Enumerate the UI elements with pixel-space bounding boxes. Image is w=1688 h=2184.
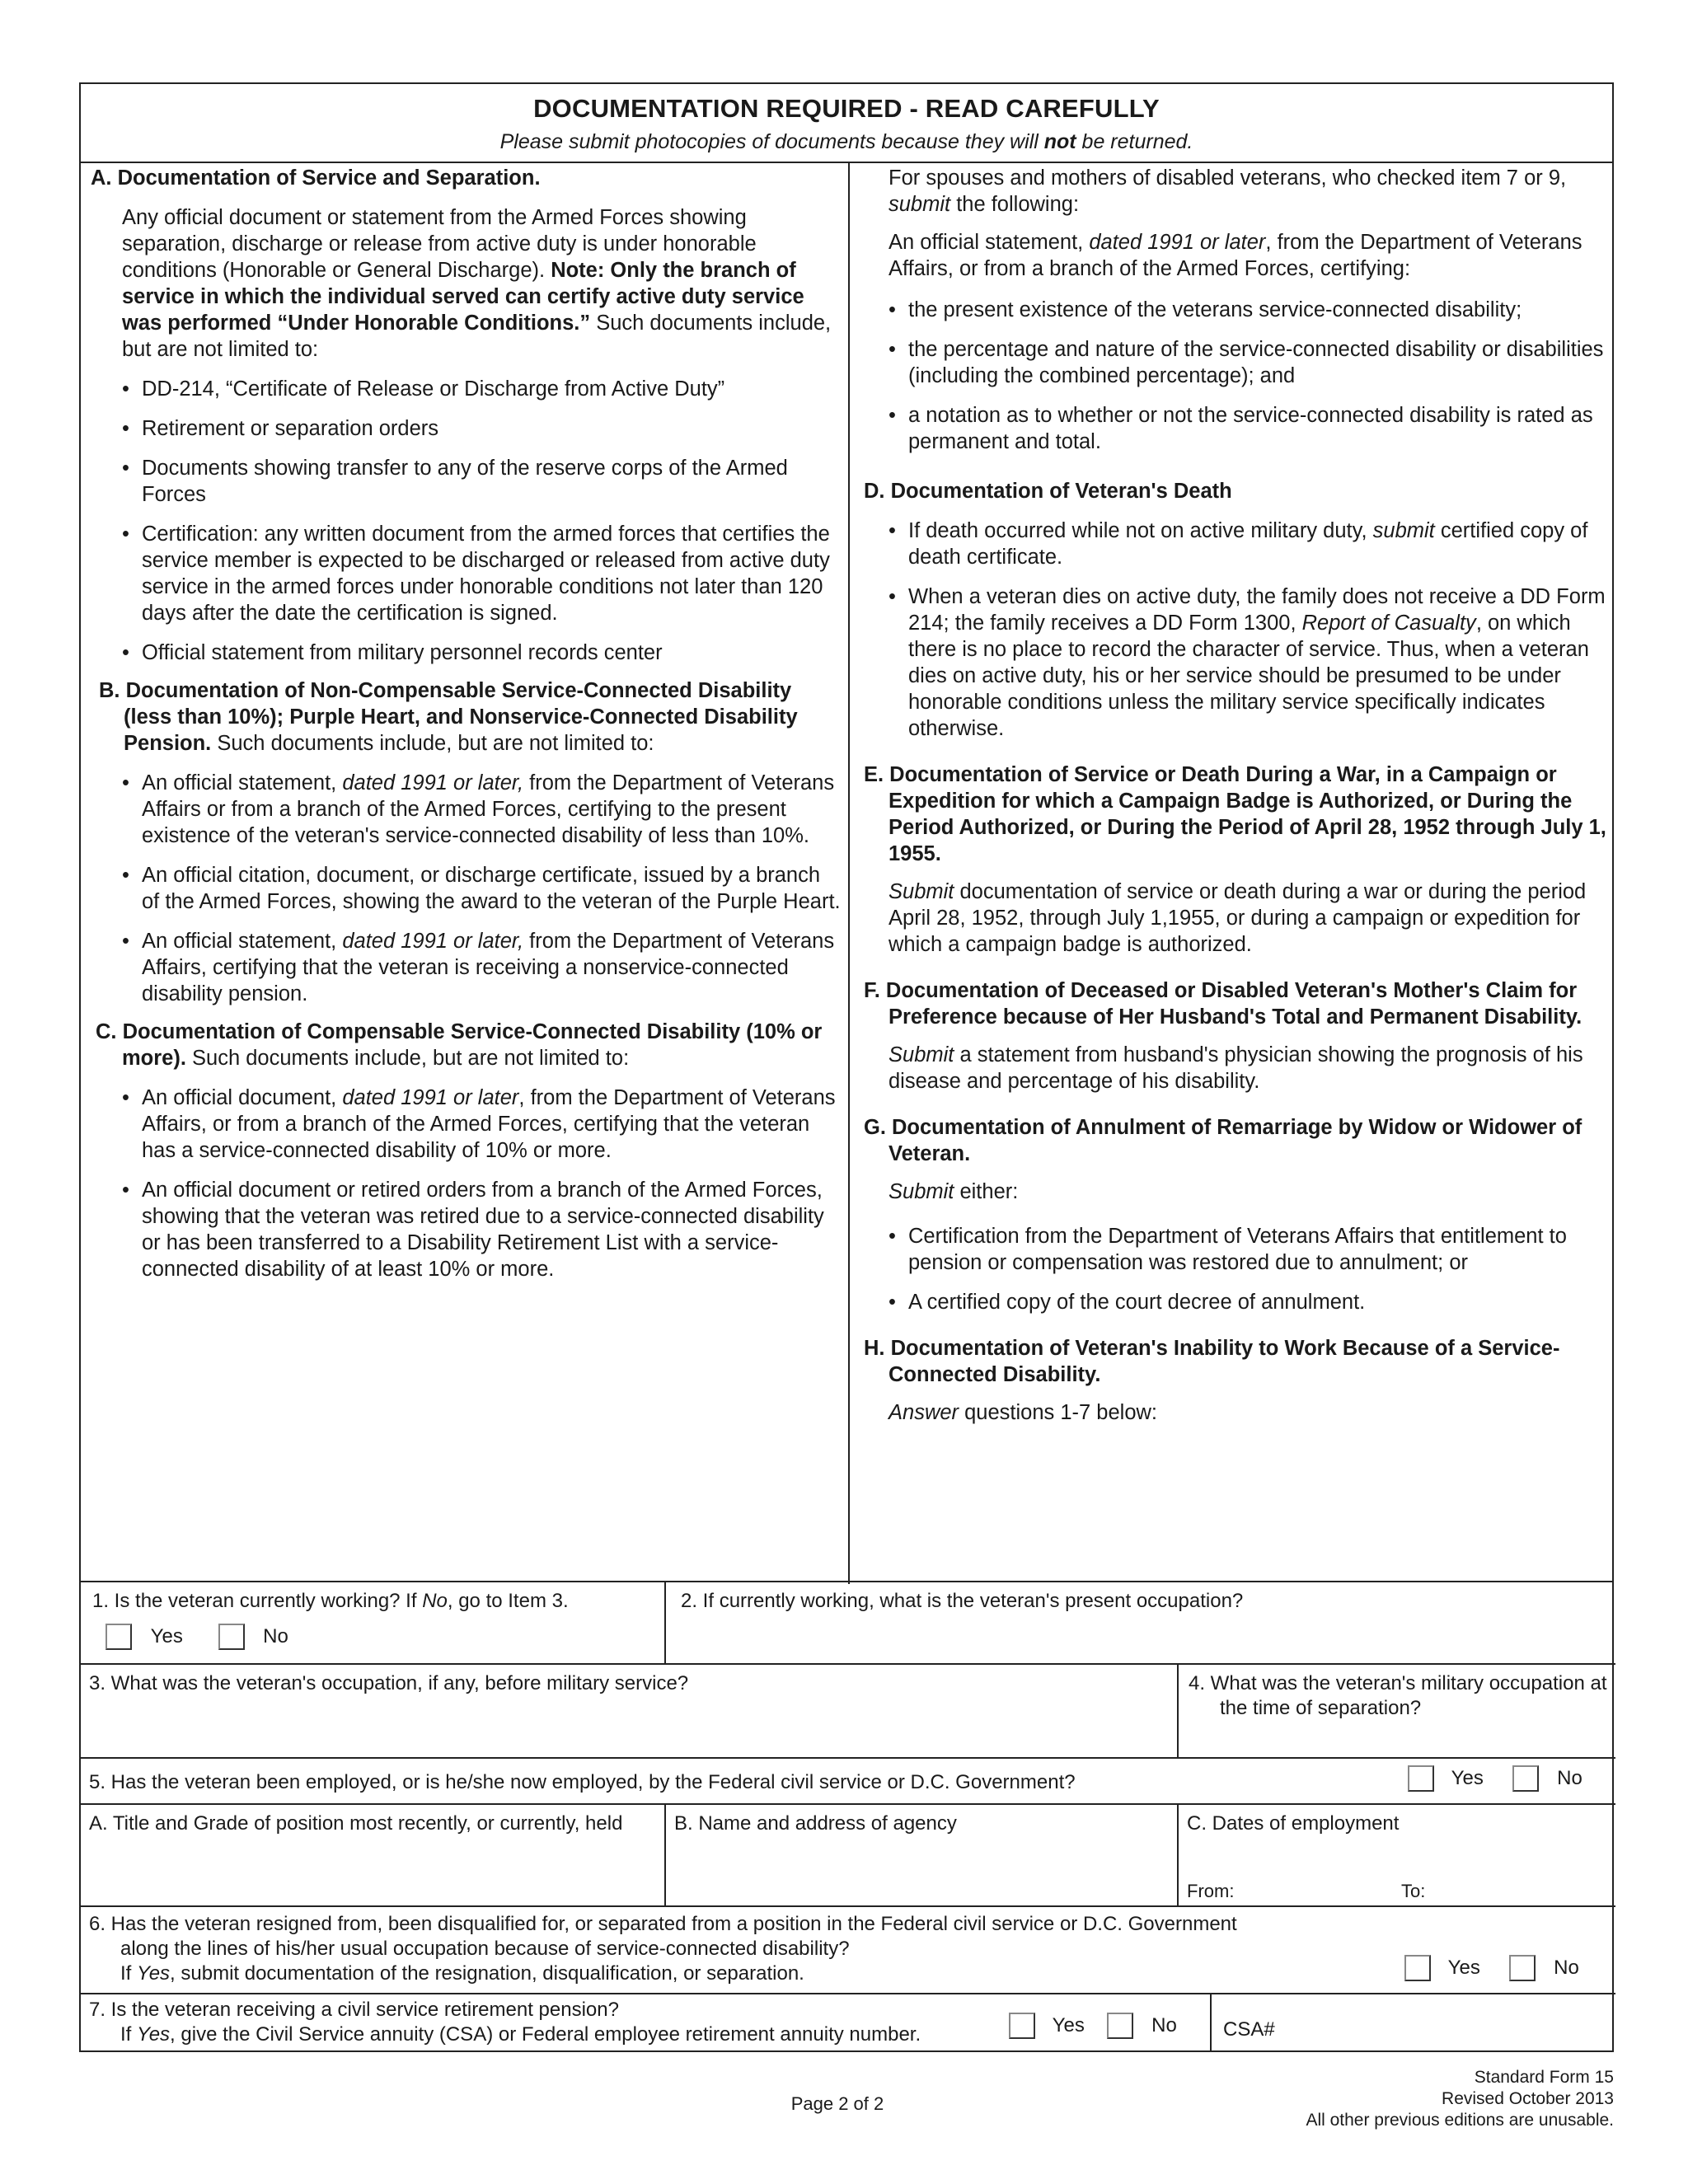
question-5a[interactable] bbox=[81, 1805, 664, 1905]
bullet-text: Certification: any written document from the armed forces that certifies the service member is expected to be discharged or released from active duty service in the armed forces under honorable conditions not later than 120 days after the date the certification is signed. bbox=[142, 523, 830, 625]
bullet-text: An official statement, bbox=[142, 930, 343, 953]
csa-number-field[interactable] bbox=[1212, 1994, 1615, 2052]
question-3[interactable] bbox=[81, 1665, 1177, 1757]
question-1-options bbox=[89, 1624, 656, 1650]
section-h-body bbox=[857, 1399, 1609, 1426]
bullet-text: Retirement or separation orders bbox=[142, 417, 439, 440]
section-h-text: questions 1-7 below: bbox=[959, 1401, 1158, 1424]
question-7 bbox=[81, 1994, 987, 2052]
form-edition-note: All other previous editions are unusable. bbox=[1306, 2111, 1614, 2130]
bullet-text: An official citation, document, or discharge certificate, issued by a branch of the Armed Forces, showing the award to the veteran of the Purple Heart. bbox=[142, 864, 841, 913]
question-5b-label: B. Name and address of agency bbox=[674, 1812, 957, 1835]
left-column bbox=[91, 163, 842, 1282]
q1-italic: No bbox=[422, 1590, 448, 1612]
q6-text-end: , submit documentation of the resignation, disqualification, or separation. bbox=[170, 1962, 804, 1985]
csa-label: CSA# bbox=[1223, 2018, 1275, 2041]
bullet-italic: dated 1991 or later bbox=[342, 1086, 519, 1109]
section-a-bullet: • Certification: any written document from the armed forces that certifies the service member is expected to be discharged or released from active duty service in the armed forces under honorable conditions not later than 120 days after the date the certification is signed. bbox=[122, 523, 830, 625]
section-c-bullet: • An official document, dated 1991 or later, from the Department of Veterans Affairs, or from a branch of the Armed Forces, certifying that the veteran has a service-connected disability of 10% or more. bbox=[122, 1086, 836, 1162]
section-f-body bbox=[857, 1042, 1609, 1094]
from-label[interactable]: From: bbox=[1187, 1881, 1235, 1901]
bullet-italic: submit bbox=[1372, 519, 1435, 542]
bullet-text: Documents showing transfer to any of the reserve corps of the Armed Forces bbox=[142, 457, 788, 506]
section-e-heading: E. Documentation of Service or Death During a War, in a Campaign or Expedition for which a Campaign Badge is Authorized, or During the Period Authorized, or During the Period of April 28, 1952 through July 1, 1955. bbox=[864, 763, 1606, 865]
q5-yes-checkbox[interactable] bbox=[1408, 1765, 1434, 1792]
page-subtitle bbox=[81, 129, 1612, 155]
page-number: Page 2 of 2 bbox=[790, 2093, 884, 2114]
section-c-heading bbox=[91, 1019, 842, 1071]
question-5b[interactable] bbox=[666, 1805, 1177, 1905]
section-e-body bbox=[857, 879, 1609, 958]
question-7-line-2 bbox=[89, 2022, 979, 2047]
section-g-heading: G. Documentation of Annulment of Remarriage by Widow or Widower of Veteran. bbox=[864, 1116, 1582, 1165]
section-e-text: documentation of service or death during a war or during the period April 28, 1952, through July 1,1955, or during a campaign or expedition for which a campaign badge is authorized. bbox=[889, 880, 1587, 956]
intro-text: For spouses and mothers of disabled veterans, who checked item 7 or 9, bbox=[889, 166, 1567, 190]
q5-no-checkbox[interactable] bbox=[1512, 1765, 1539, 1792]
intro-italic: submit bbox=[889, 193, 951, 216]
question-1-label bbox=[89, 1589, 656, 1614]
spouse-bullet: • the present existence of the veterans service-connected disability; bbox=[889, 298, 1522, 321]
bullet-text: Certification from the Department of Veterans Affairs that entitlement to pension or compensation was restored due to annulment; or bbox=[908, 1225, 1567, 1274]
q1-text: 1. Is the veteran currently working? If bbox=[92, 1590, 423, 1612]
bullet-text: from the Department of Veterans Affairs or from a branch of the Armed Forces, certifying to the present existence of the veteran's service-connected disability of less than 10%. bbox=[142, 771, 835, 847]
question-5 bbox=[81, 1759, 1317, 1803]
bullet-text: If death occurred while not on active military duty, bbox=[908, 519, 1373, 542]
q7-text-end: , give the Civil Service annuity (CSA) or Federal employee retirement annuity number. bbox=[170, 2023, 921, 2046]
bullet-text: Official statement from military personnel records center bbox=[142, 641, 663, 664]
question-5c bbox=[1179, 1805, 1615, 1905]
bullet-text: DD-214, “Certificate of Release or Discharge from Active Duty” bbox=[142, 377, 725, 401]
q7-yes-label: Yes bbox=[1052, 2014, 1085, 2036]
section-b-title: B. Documentation of Non-Compensable Service-Connected Disability (less than 10%); Purple Heart, and Nonservice-Connected Disability Pension. bbox=[99, 679, 798, 755]
bullet-text: An official document or retired orders from a branch of the Armed Forces, showing that the veteran was retired due to a service-connected disability or has been transferred to a Disability Retirement List with a service-connected disability of at least 10% or more. bbox=[142, 1179, 824, 1281]
q1-yes-label: Yes bbox=[150, 1625, 183, 1647]
column-divider bbox=[848, 163, 850, 1584]
title-box bbox=[81, 84, 1612, 163]
bullet-italic: dated 1991 or later, bbox=[342, 771, 524, 794]
question-4[interactable] bbox=[1179, 1665, 1615, 1757]
intro-text-end: the following: bbox=[950, 193, 1080, 216]
q6-italic: Yes bbox=[137, 1962, 171, 1985]
q6-no-label: No bbox=[1554, 1957, 1579, 1979]
q1-no-label: No bbox=[263, 1625, 288, 1647]
question-4-label: 4. What was the veteran's military occupation at the time of separation? bbox=[1189, 1672, 1607, 1719]
section-g-italic: Submit bbox=[889, 1180, 954, 1203]
section-c-title: C. Documentation of Compensable Service-Connected Disability (10% or more). bbox=[96, 1020, 823, 1070]
section-e-italic: Submit bbox=[889, 880, 954, 903]
section-f-text: a statement from husband's physician showing the prognosis of his disease and percentage of his disability. bbox=[889, 1043, 1583, 1093]
section-f-italic: Submit bbox=[889, 1043, 954, 1066]
bullet-text: A certified copy of the court decree of annulment. bbox=[908, 1291, 1366, 1314]
bullet-text: from the Department of Veterans Affairs, certifying that the veteran is receiving a nonservice-connected disability pension. bbox=[142, 930, 835, 1005]
question-6-line-3 bbox=[89, 1961, 1408, 1986]
question-row-1 bbox=[81, 1582, 1615, 1665]
section-b-bullet: • An official statement, dated 1991 or later, from the Department of Veterans Affairs, certifying that the veteran is receiving a nonservice-connected disability pension. bbox=[122, 930, 835, 1005]
section-f-heading: F. Documentation of Deceased or Disabled Veteran's Mother's Claim for Preference because of Her Husband's Total and Permanent Disability. bbox=[864, 979, 1582, 1029]
question-row-5-details bbox=[81, 1805, 1615, 1907]
form-name: Standard Form 15 bbox=[1474, 2068, 1614, 2087]
section-b-bullet: • An official citation, document, or discharge certificate, issued by a branch of the Armed Forces, showing the award to the veteran of the Purple Heart. bbox=[122, 864, 841, 913]
q7-italic: Yes bbox=[137, 2023, 171, 2046]
q1-no-checkbox[interactable] bbox=[218, 1624, 245, 1650]
bullet-text: , from the Department of Veterans Affairs, or from a branch of the Armed Forces, certifying that the veteran has a service-connected disability of 10% or more. bbox=[142, 1086, 836, 1162]
questions-grid bbox=[79, 1582, 1614, 2052]
question-6-line-1: 6. Has the veteran resigned from, been disqualified for, or separated from a position in the Federal civil service or D.C. Government bbox=[89, 1913, 1237, 1935]
question-6 bbox=[81, 1907, 1416, 1993]
section-a-bullet: • Retirement or separation orders bbox=[122, 417, 439, 440]
q5-yes-label: Yes bbox=[1451, 1767, 1484, 1789]
form-info bbox=[1236, 2067, 1614, 2131]
section-c-bullet: • An official document or retired orders from a branch of the Armed Forces, showing that the veteran was retired due to a service-connected disability or has been transferred to a Disability Retirement List with a service-connected disability of at least 10% or more. bbox=[122, 1179, 824, 1281]
question-5a-label: A. Title and Grade of position most recently, or currently, held bbox=[89, 1812, 623, 1835]
section-b-bullet: • An official statement, dated 1991 or later, from the Department of Veterans Affairs or from a branch of the Armed Forces, certifying to the present existence of the veteran's service-connected disability of less than 10%. bbox=[122, 771, 835, 847]
question-row-5 bbox=[81, 1759, 1615, 1805]
bullet-text: When a veteran dies on active duty, the family does not receive a DD Form 214; the family receives a DD Form 1300, bbox=[908, 585, 1606, 635]
spouse-statement bbox=[857, 229, 1609, 282]
bullet-italic: Report of Casualty bbox=[1301, 612, 1476, 635]
question-1 bbox=[81, 1582, 664, 1663]
section-d-bullet: • When a veteran dies on active duty, the family does not receive a DD Form 214; the family receives a DD Form 1300, Report of Casualty, on which there is no place to record the character of service. Thus, when a veteran dies on active duty, his or her service should be presumed to be under honorable conditions unless the military service specifically indicates otherwise. bbox=[889, 585, 1606, 740]
section-g-body bbox=[857, 1179, 1609, 1205]
q7-no-checkbox[interactable] bbox=[1107, 2013, 1133, 2039]
question-row-7 bbox=[81, 1994, 1615, 2052]
section-a-note: Note: Only the branch of service in which the individual served can certify active duty service was performed “Under Honorable Conditions.” bbox=[122, 259, 804, 335]
section-d-bullet: • If death occurred while not on active military duty, submit certified copy of death certificate. bbox=[889, 519, 1588, 569]
q6-yes-checkbox[interactable] bbox=[1404, 1955, 1431, 1981]
section-g-text: either: bbox=[954, 1180, 1019, 1203]
section-a-bullet: • Documents showing transfer to any of the reserve corps of the Armed Forces bbox=[122, 457, 788, 506]
to-label[interactable]: To: bbox=[1401, 1881, 1426, 1901]
section-h-italic: Answer bbox=[889, 1401, 959, 1424]
form-revision: Revised October 2013 bbox=[1442, 2089, 1614, 2108]
page-title: DOCUMENTATION REQUIRED - READ CAREFULLY bbox=[533, 94, 1160, 123]
spouse-bullet: • a notation as to whether or not the service-connected disability is rated as permanent and total. bbox=[889, 404, 1593, 453]
q5-no-label: No bbox=[1557, 1767, 1582, 1789]
subtitle-text-end: be returned. bbox=[1076, 130, 1193, 153]
q6-no-checkbox[interactable] bbox=[1509, 1955, 1536, 1981]
question-6-line-2: along the lines of his/her usual occupation because of service-connected disability? bbox=[120, 1938, 850, 1960]
instructions-frame bbox=[79, 82, 1614, 1582]
question-7-line-1: 7. Is the veteran receiving a civil service retirement pension? bbox=[89, 1999, 619, 2021]
bullet-text: certified copy of death certificate. bbox=[908, 519, 1588, 569]
question-row-6 bbox=[81, 1907, 1615, 1994]
section-a-text-end: Such documents include, but are not limited to: bbox=[122, 312, 832, 361]
spouse-intro bbox=[857, 165, 1609, 218]
section-a-heading: A. Documentation of Service and Separation. bbox=[91, 166, 541, 190]
spouse-bullet: • the percentage and nature of the service-connected disability or disabilities (including the combined percentage); and bbox=[889, 338, 1604, 387]
question-2-label: 2. If currently working, what is the veteran's present occupation? bbox=[681, 1590, 1244, 1612]
section-g-bullet: • A certified copy of the court decree of annulment. bbox=[889, 1291, 1366, 1314]
question-3-label: 3. What was the veteran's occupation, if any, before military service? bbox=[89, 1672, 689, 1694]
bullet-text: a notation as to whether or not the service-connected disability is rated as permanent and total. bbox=[908, 404, 1593, 453]
q7-no-label: No bbox=[1151, 2014, 1177, 2036]
subtitle-text: Please submit photocopies of documents because they will bbox=[499, 130, 1044, 153]
section-h-heading: H. Documentation of Veteran's Inability to Work Because of a Service-Connected Disability. bbox=[864, 1337, 1560, 1386]
question-5-label: 5. Has the veteran been employed, or is he/she now employed, by the Federal civil service or D.C. Government? bbox=[89, 1771, 1076, 1793]
section-b-heading bbox=[91, 677, 842, 757]
section-a-body bbox=[91, 204, 842, 363]
q6-text: If bbox=[120, 1962, 138, 1985]
section-a-text: Any official document or statement from the Armed Forces showing separation, discharge or release from active duty is under honorable conditions (Honorable or General Discharge). bbox=[122, 206, 757, 282]
bullet-text: the percentage and nature of the service-connected disability or disabilities (including the combined percentage); and bbox=[908, 338, 1604, 387]
q7-yes-checkbox[interactable] bbox=[1009, 2013, 1035, 2039]
section-d-heading: D. Documentation of Veteran's Death bbox=[864, 480, 1232, 503]
bullet-text: the present existence of the veterans service-connected disability; bbox=[908, 298, 1522, 321]
q1-yes-checkbox[interactable] bbox=[106, 1624, 132, 1650]
statement-text: An official statement, bbox=[889, 231, 1090, 254]
bullet-text: , on which there is no place to record the character of service. Thus, when a veteran dies on active duty, his or her service should be presumed to be under honorable conditions unless the military service specifically indicates otherwise. bbox=[908, 612, 1589, 740]
subtitle-emphasis: not bbox=[1043, 130, 1076, 153]
question-5-options bbox=[1400, 1759, 1615, 1803]
statement-text-end: , from the Department of Veterans Affairs, or from a branch of the Armed Forces, certifying: bbox=[889, 231, 1582, 280]
q6-yes-label: Yes bbox=[1447, 1957, 1480, 1979]
section-a-bullet: • Official statement from military personnel records center bbox=[122, 641, 663, 664]
q1-text-end: , go to Item 3. bbox=[447, 1590, 569, 1612]
question-2[interactable] bbox=[666, 1582, 1614, 1663]
statement-italic: dated 1991 or later bbox=[1089, 231, 1266, 254]
question-row-3 bbox=[81, 1665, 1615, 1759]
section-b-title-end: Such documents include, but are not limited to: bbox=[211, 732, 654, 755]
bullet-italic: dated 1991 or later, bbox=[342, 930, 524, 953]
section-a-bullet: • DD-214, “Certificate of Release or Discharge from Active Duty” bbox=[122, 377, 725, 401]
bullet-text: An official statement, bbox=[142, 771, 343, 794]
section-c-title-end: Such documents include, but are not limited to: bbox=[185, 1047, 630, 1070]
question-5c-label: C. Dates of employment bbox=[1187, 1812, 1400, 1835]
question-6-options bbox=[1396, 1955, 1615, 1988]
section-g-bullet: • Certification from the Department of Veterans Affairs that entitlement to pension or compensation was restored due to annulment; or bbox=[889, 1225, 1567, 1274]
q7-text: If bbox=[120, 2023, 138, 2046]
bullet-text: An official document, bbox=[142, 1086, 343, 1109]
right-column bbox=[857, 163, 1609, 1426]
